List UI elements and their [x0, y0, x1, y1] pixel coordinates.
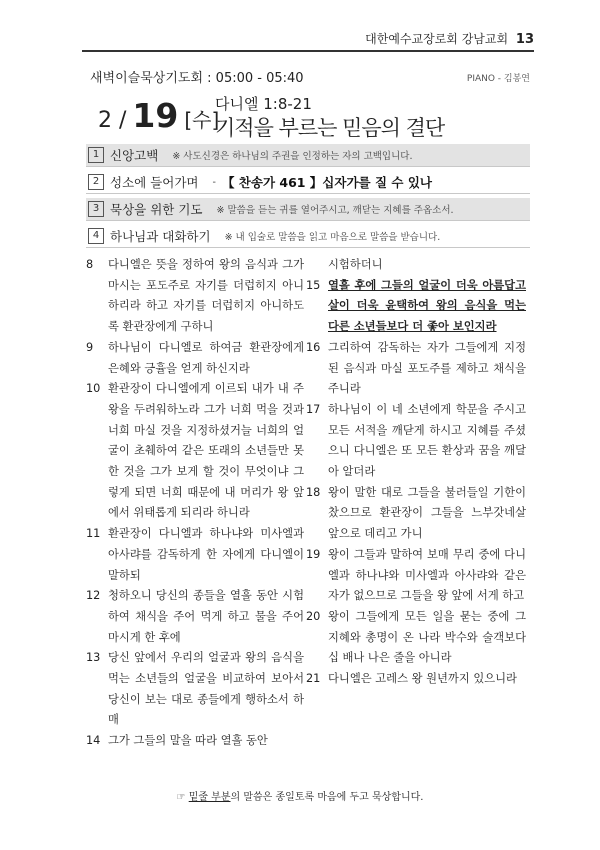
- verse-text: 당신 앞에서 우리의 얼굴과 왕의 음식을 먹는 소년들의 얼굴을 비교하여 보아서 당신이 보는 대로 종들에게 행하소서 하매: [108, 651, 304, 727]
- verse: [86, 524, 304, 586]
- verse-number: 14: [86, 734, 101, 748]
- hymn-title: 【 찬송가 461 】십자가를 질 수 있나: [221, 175, 432, 190]
- verse-text: 환관장이 다니엘에게 이르되 내가 내 주 왕을 두려워하노라 그가 너희 먹을 것과 너희 마실 것을 지정하셨거늘 너희의 얼굴이 초췌하여 같은 또래의 소년들만 못한 것을 그가 보게 할 것이 무엇이냐 그렇게 되면 너희 때문에 내 머리가 왕 앞에서 위태롭게 되리라 하니라: [108, 382, 304, 520]
- order-number: 4: [88, 228, 104, 244]
- verse-number: [306, 255, 328, 276]
- verse-number: 12: [86, 589, 101, 603]
- verse: [86, 379, 304, 524]
- order-item-hymn: [86, 171, 530, 194]
- verse-number: 16: [306, 340, 321, 354]
- verse-text: 왕이 그들과 말하여 보매 무리 중에 다니엘과 하나냐와 미사엘과 아사랴와 같은 자가 없으므로 그들을 왕 앞에 서게 하고: [328, 547, 526, 603]
- order-number: 1: [88, 147, 104, 163]
- scripture-left-column: [86, 255, 304, 752]
- date-day: 19: [132, 96, 179, 135]
- date-label: [98, 96, 219, 135]
- order-label: 묵상을 위한 기도: [110, 202, 203, 217]
- footer-underlined-text: 밑줄 부분: [188, 792, 231, 803]
- verse-number: 13: [86, 651, 101, 665]
- order-label: 성소에 들어가며: [110, 175, 199, 190]
- order-note: -: [212, 176, 216, 188]
- order-of-service: [86, 144, 530, 252]
- footer-note: [0, 788, 600, 803]
- date-month: 2 /: [98, 108, 127, 133]
- verse-text: 왕이 말한 대로 그들을 불러들일 기한이 찼으므로 환관장이 그들을 느부갓네살 앞으로 데리고 가니: [328, 485, 526, 541]
- verse-number: 15: [306, 278, 321, 292]
- order-label: 신앙고백: [110, 148, 159, 163]
- verse: [306, 483, 526, 545]
- sermon-title: 기적을 부르는 믿음의 결단: [215, 116, 445, 140]
- verse: [306, 400, 526, 483]
- verse-number: 10: [86, 382, 101, 396]
- date-weekday: [수]: [184, 108, 220, 132]
- verse: [86, 731, 304, 752]
- verse-text: 시험하더니: [328, 258, 383, 271]
- verse-highlighted: [306, 276, 526, 338]
- verse-text: 환관장이 다니엘과 하나냐와 미사엘과 아사랴를 감독하게 한 자에게 다니엘이 말하되: [108, 527, 304, 582]
- order-number: 2: [88, 174, 104, 190]
- order-note: ※ 내 입술로 말씀을 읽고 마음으로 말씀을 받습니다.: [224, 232, 441, 243]
- verse-text: 왕이 그들에게 모든 일을 묻는 중에 그 지혜와 총명이 온 나라 박수와 술객보다 십 배나 나은 줄을 아니라: [328, 609, 526, 665]
- piano-credit: PIANO - 김봉연: [466, 74, 530, 84]
- verse: [306, 669, 526, 690]
- church-name: 대한예수교장로회 강남교회: [365, 32, 509, 46]
- order-note: ※ 말씀을 듣는 귀를 열어주시고, 깨닫는 지혜를 주옵소서.: [216, 205, 454, 216]
- order-note: ※ 사도신경은 하나님의 주권을 인정하는 자의 고백입니다.: [172, 151, 413, 162]
- verse: [86, 338, 304, 379]
- verse: [86, 255, 304, 338]
- verse: [86, 648, 304, 731]
- header-divider: [82, 50, 534, 52]
- passage-reference: 다니엘 1:8-21: [215, 95, 312, 113]
- order-number: 3: [88, 201, 104, 217]
- verse-number: 11: [86, 527, 101, 541]
- verse: [306, 255, 526, 276]
- order-label: 하나님과 대화하기: [110, 229, 211, 244]
- order-item-reading: [86, 225, 530, 248]
- verse-number: 21: [306, 672, 321, 686]
- verse-number: 19: [306, 547, 321, 561]
- verse-text: 청하오니 당신의 종들을 열흘 동안 시험하여 채식을 주어 먹게 하고 물을 주어 마시게 한 후에: [108, 589, 304, 644]
- verse-text: 하나님이 다니엘로 하여금 환관장에게 은혜와 긍휼을 얻게 하신지라: [108, 340, 304, 375]
- verse-number: 20: [306, 609, 321, 623]
- verse-text: 그리하여 감독하는 자가 그들에게 지정된 음식과 마실 포도주를 제하고 채식을 주니라: [328, 340, 526, 396]
- verse: [306, 338, 526, 400]
- pointing-hand-icon: ☞: [176, 792, 186, 803]
- verse-number: 9: [86, 340, 94, 354]
- verse-text: 그가 그들의 말을 따라 열흘 동안: [108, 734, 268, 748]
- page-header: [365, 30, 534, 47]
- verse-text-underlined: 열흘 후에 그들의 얼굴이 더욱 아름답고 살이 더욱 윤택하여 왕의 음식을 먹는 다른 소년들보다 더 좋아 보인지라: [328, 278, 526, 334]
- verse-text: 다니엘은 고레스 왕 원년까지 있으니라: [328, 672, 517, 686]
- verse-number: 8: [86, 258, 94, 271]
- verse: [306, 607, 526, 669]
- verse: [306, 545, 526, 607]
- page-number: 13: [515, 32, 534, 47]
- verse-number: 17: [306, 402, 321, 416]
- scripture-right-column: [306, 255, 526, 690]
- verse-number: 18: [306, 485, 321, 499]
- verse-text: 하나님이 이 네 소년에게 학문을 주시고 모든 서적을 깨닫게 하시고 지혜를 주셨으니 다니엘은 또 모든 환상과 꿈을 깨달아 알더라: [328, 402, 526, 479]
- verse-text: 다니엘은 뜻을 정하여 왕의 음식과 그가 마시는 포도주로 자기를 더럽히지 아니하리라 하고 자기를 더럽히지 아니하도록 환관장에게 구하니: [108, 258, 304, 334]
- order-item-confession: [86, 144, 530, 167]
- service-title: 새벽이슬묵상기도회 : 05:00 - 05:40: [90, 71, 304, 86]
- footer-text: 의 말씀은 종일토록 마음에 두고 묵상합니다.: [230, 792, 424, 803]
- verse: [86, 586, 304, 648]
- order-item-prayer: [86, 198, 530, 221]
